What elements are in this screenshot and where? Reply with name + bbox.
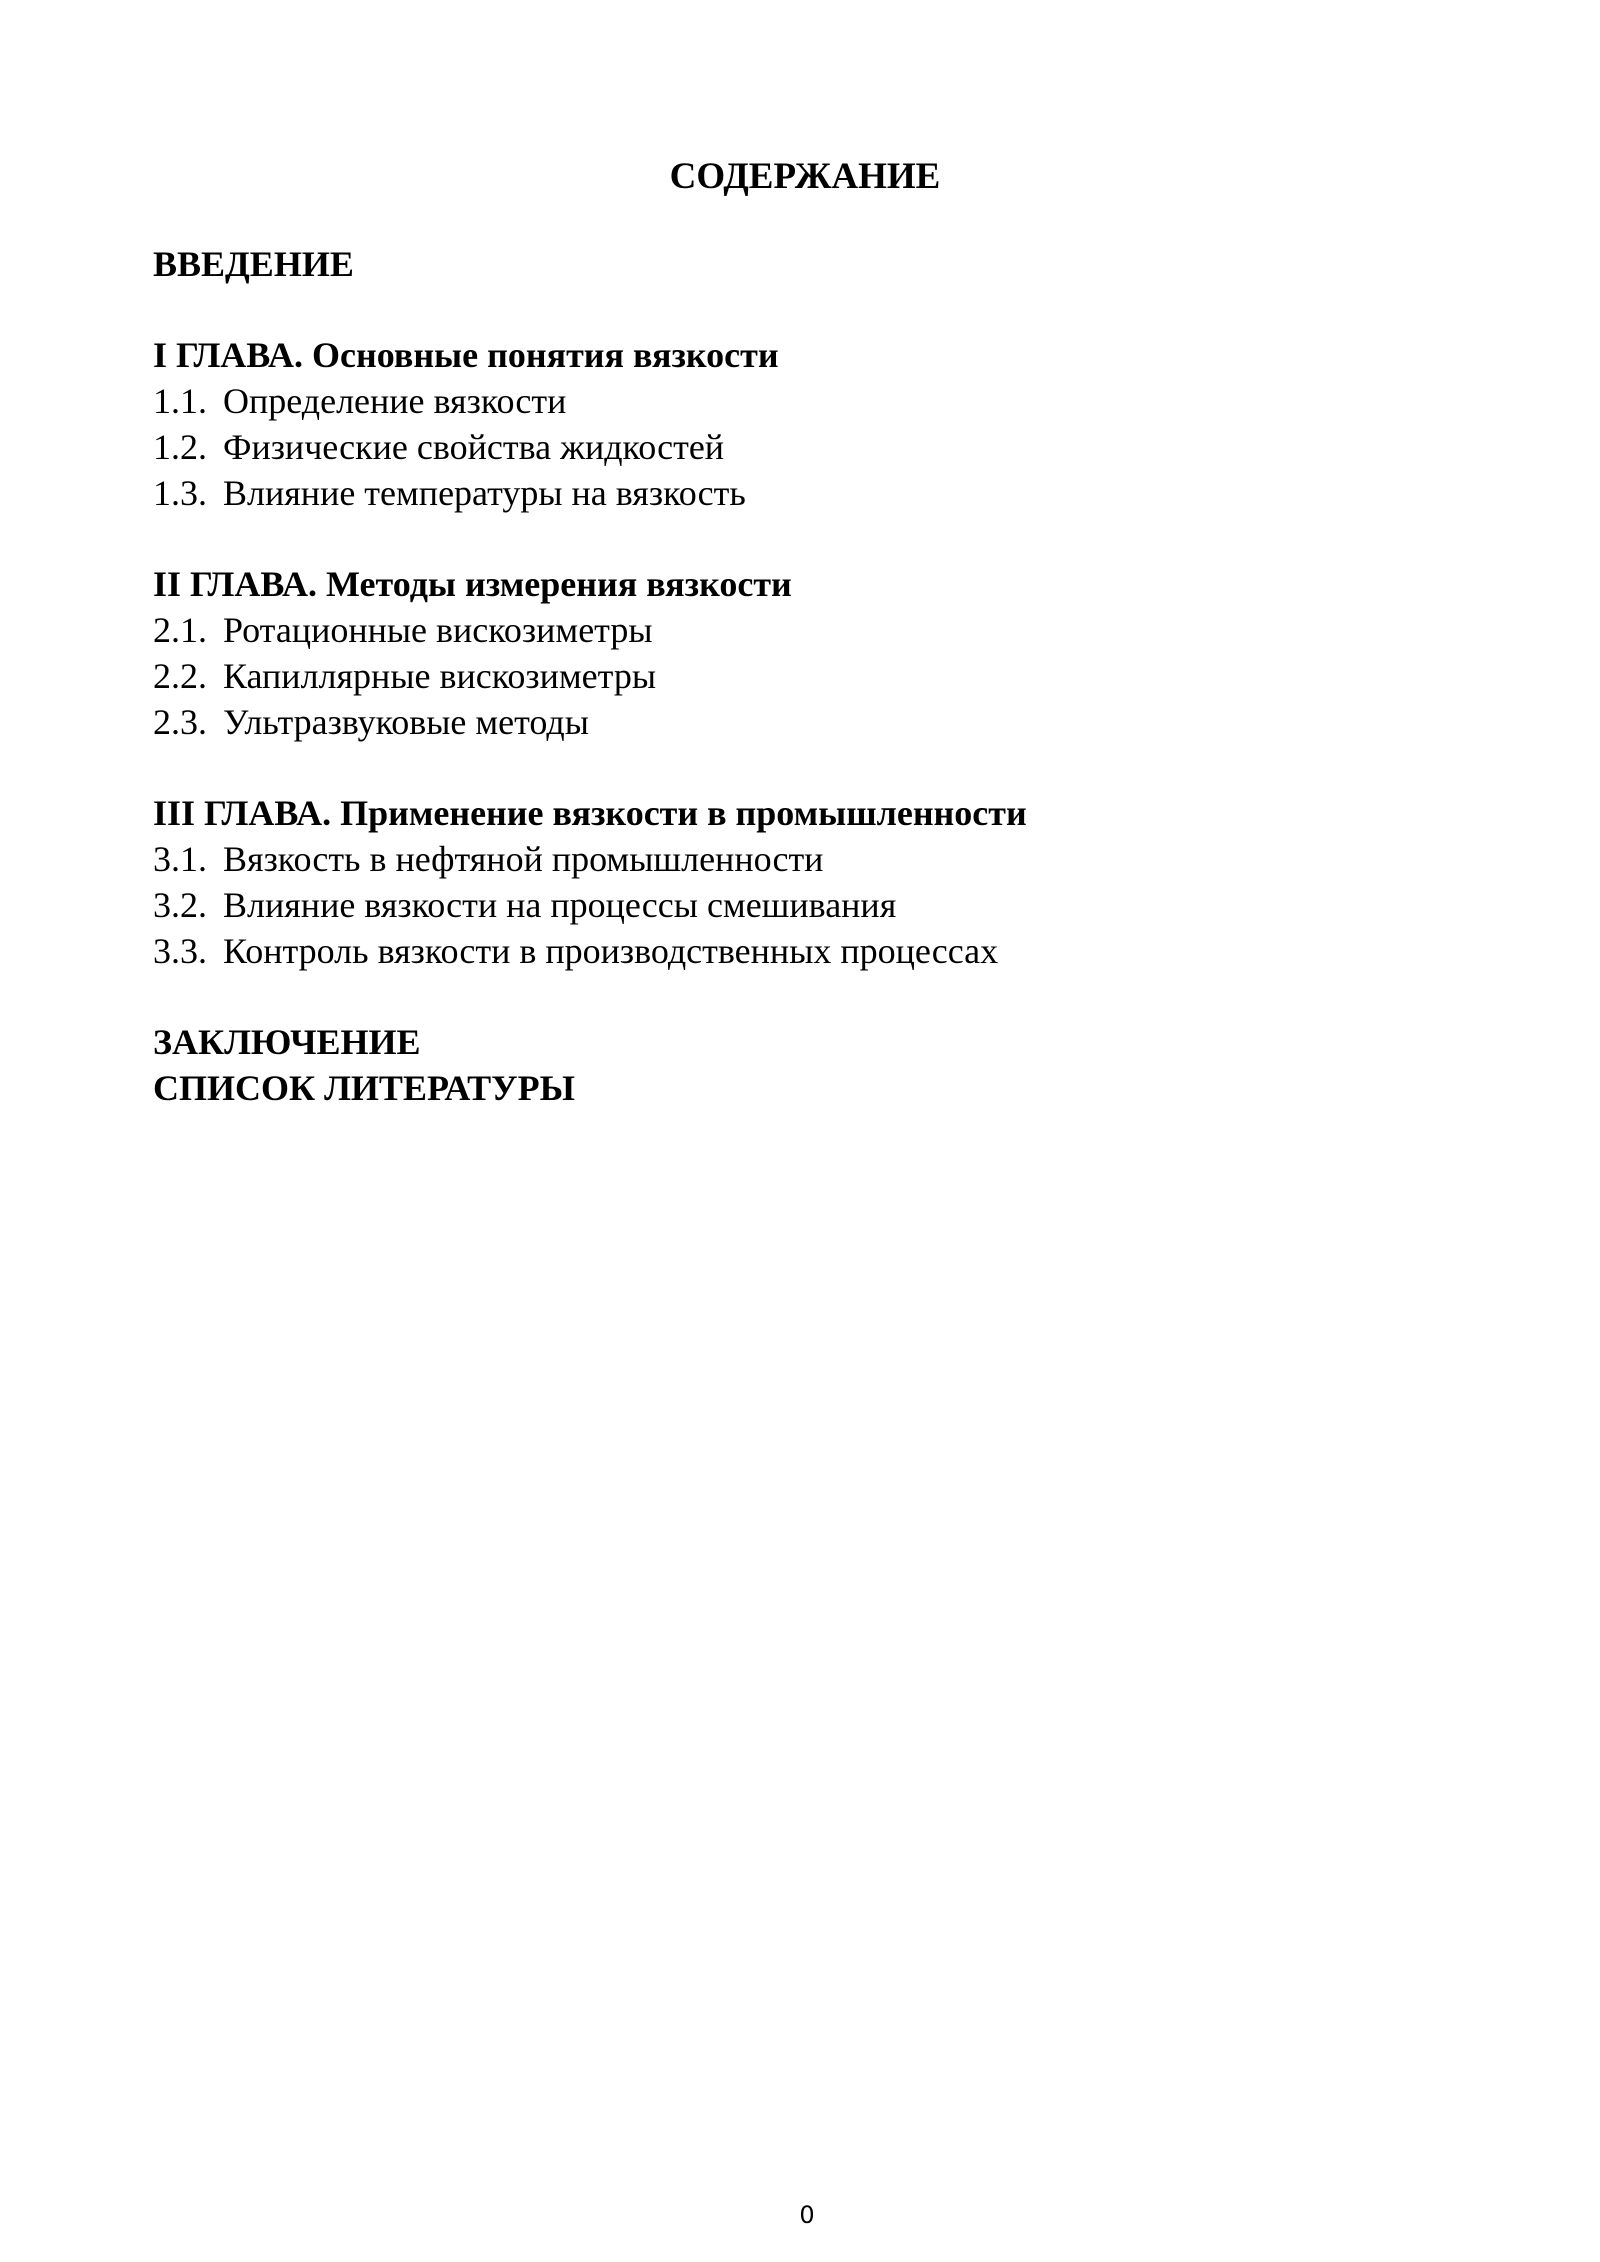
toc-section-item <box>153 653 1453 699</box>
section-title: Ультразвуковые методы <box>223 702 589 742</box>
toc-section-item <box>153 607 1453 653</box>
toc-section-item <box>153 378 1453 424</box>
section-title: Влияние температуры на вязкость <box>223 473 746 513</box>
section-title: Влияние вязкости на процессы смешивания <box>223 885 897 925</box>
section-title: Контроль вязкости в производственных процессах <box>223 931 999 971</box>
toc-conclusion: ЗАКЛЮЧЕНИЕ <box>153 1022 421 1062</box>
toc-section-item <box>153 882 1453 928</box>
toc-section-item <box>153 928 1453 974</box>
section-number: 1.3. <box>153 473 207 513</box>
section-number: 3.2. <box>153 885 207 925</box>
section-title: Вязкость в нефтяной промышленности <box>223 839 824 879</box>
chapter-heading: I ГЛАВА. Основные понятия вязкости <box>153 335 779 375</box>
section-number: 2.3. <box>153 702 207 742</box>
section-title: Капиллярные вискозиметры <box>223 656 657 696</box>
toc-chapter-1 <box>153 332 1453 516</box>
section-number: 1.1. <box>153 381 207 421</box>
spacer <box>153 287 1453 332</box>
section-title: Определение вязкости <box>223 381 567 421</box>
section-number: 2.1. <box>153 610 207 650</box>
toc-bibliography: СПИСОК ЛИТЕРАТУРЫ <box>153 1068 575 1108</box>
toc-section-item <box>153 836 1453 882</box>
toc-section-item <box>153 470 1453 516</box>
section-number: 3.3. <box>153 931 207 971</box>
spacer <box>153 516 1453 561</box>
section-number: 1.2. <box>153 427 207 467</box>
toc-section-item <box>153 424 1453 470</box>
spacer <box>153 974 1453 1019</box>
section-title: Ротационные вискозиметры <box>223 610 653 650</box>
section-number: 3.1. <box>153 839 207 879</box>
chapter-heading: III ГЛАВА. Применение вязкости в промышленности <box>153 793 1027 833</box>
spacer <box>153 745 1453 790</box>
section-title: Физические свойства жидкостей <box>223 427 725 467</box>
toc-section-item <box>153 699 1453 745</box>
toc-chapter-3 <box>153 790 1453 974</box>
section-number: 2.2. <box>153 656 207 696</box>
toc-introduction: ВВЕДЕНИЕ <box>153 244 354 284</box>
page-title: СОДЕРЖАНИЕ <box>669 156 941 197</box>
toc-chapter-2 <box>153 561 1453 745</box>
table-of-contents <box>153 241 1453 1111</box>
page-number: 0 <box>799 2201 815 2229</box>
chapter-heading: II ГЛАВА. Методы измерения вязкости <box>153 564 792 604</box>
